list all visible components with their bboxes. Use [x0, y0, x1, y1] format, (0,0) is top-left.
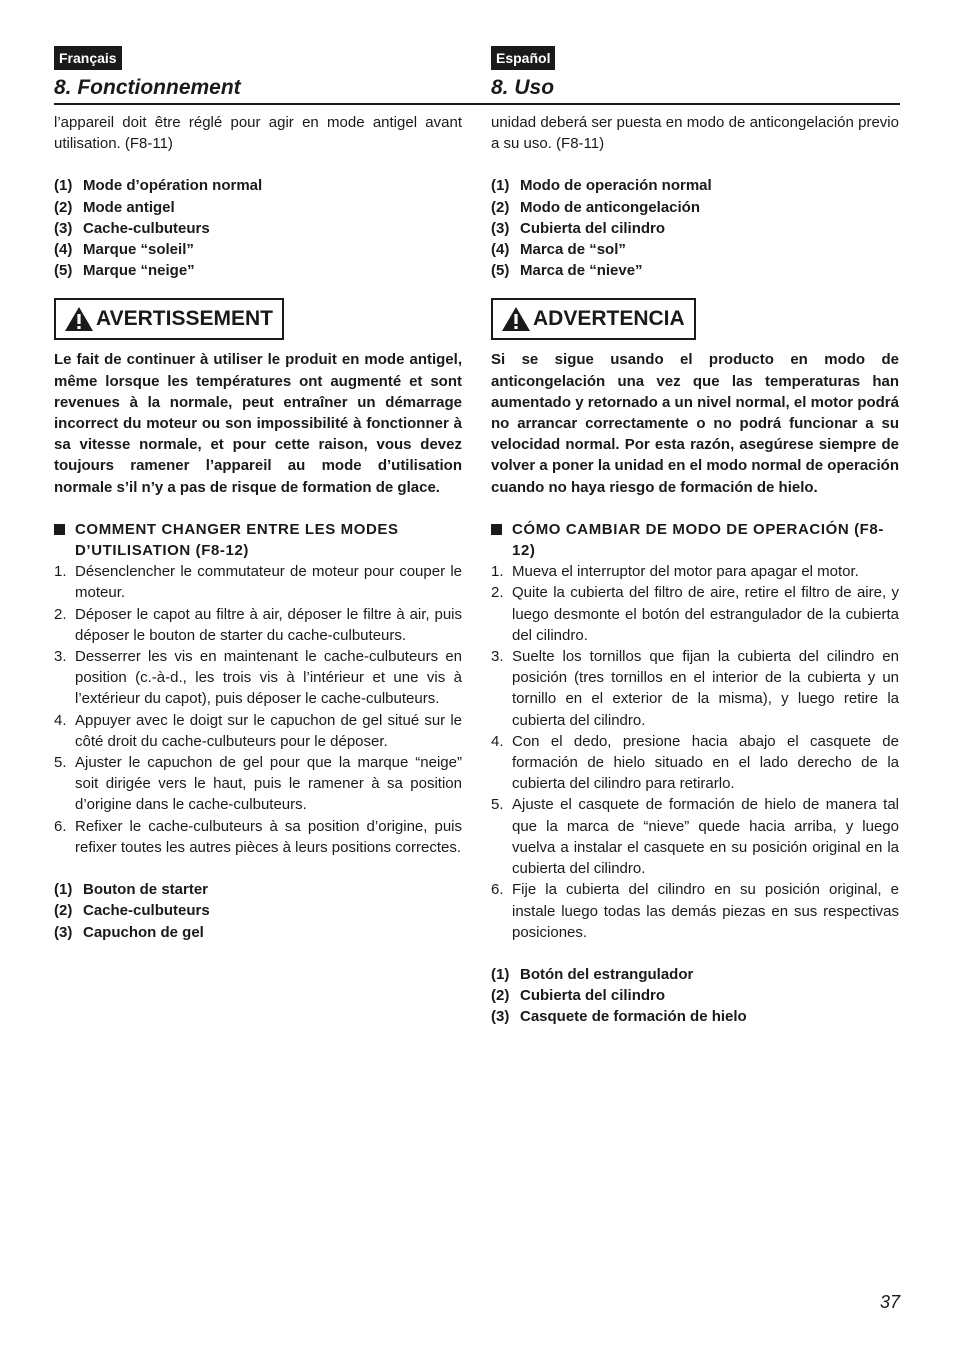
intro-text: unidad deberá ser puesta en modo de anticongelación previo a su uso. (F8-11) — [491, 114, 899, 153]
warning-title: AVERTISSEMENT — [96, 307, 273, 331]
step-item: 3. Desserrer les vis en maintenant le cache-culbuteurs en position (c.-à-d., les trois vis à l’intérieur et une vis à l’extérieur du capot), puis déposer le cache-culbuteurs. — [54, 648, 462, 708]
legend-item: (1) Mode d’opération normal — [54, 177, 263, 195]
french-column — [54, 46, 462, 943]
procedure-steps — [491, 561, 899, 943]
legend-item: (3) Cubierta del cilindro — [491, 219, 666, 237]
step-item: 4. Appuyer avec le doigt sur le capuchon de gel situé sur le côté droit du cache-culbuteurs pour le déposer. — [54, 711, 462, 750]
warning-box — [54, 298, 284, 340]
legend-item: (2) Cache-culbuteurs — [54, 902, 210, 920]
legend-item: (2) Modo de anticongelación — [491, 198, 701, 216]
warning-icon — [64, 306, 94, 332]
spanish-column — [491, 46, 899, 1028]
bullet-square-icon — [54, 519, 75, 561]
legend-item: (3) Capuchon de gel — [54, 923, 204, 941]
legend-item: (2) Cubierta del cilindro — [491, 987, 666, 1005]
legend-item: (1) Modo de operación normal — [491, 177, 712, 195]
legend-list — [54, 879, 462, 943]
procedure-heading: COMMENT CHANGER ENTRE LES MODES D’UTILISATION (F8-12) — [54, 519, 462, 561]
step-item: 1. Désenclencher le commutateur de moteur pour couper le moteur. — [54, 563, 462, 602]
legend-item: (1) Botón del estrangulador — [491, 965, 694, 983]
warning-box — [491, 298, 696, 340]
warning-text: Le fait de continuer à utiliser le produit en mode antigel, même lorsque les températures ont augmenté et sont revenues à la normale, peut entraîner un démarrage incorrect du moteur ou son impossibilité à fonctionner à sa vitesse normale, et pour cette raison, vous devez toujours ramener l’appareil au mode d’utilisation normale s’il n’y a pas de risque de formation de glace. — [54, 351, 462, 496]
section-title: 8. Uso — [491, 76, 555, 99]
warning-icon — [501, 306, 531, 332]
page-number: 37 — [879, 1292, 900, 1312]
language-tab: Français — [54, 46, 122, 70]
bullet-square-icon — [491, 519, 512, 561]
legend-item: (3) Cache-culbuteurs — [54, 219, 210, 237]
procedure-steps — [54, 561, 462, 858]
section-title: 8. Fonctionnement — [54, 76, 241, 99]
legend-list — [491, 175, 899, 281]
procedure-heading: CÓMO CAMBIAR DE MODO DE OPERACIÓN (F8-12) — [491, 519, 899, 561]
legend-item: (5) Marque “neige” — [54, 262, 195, 280]
legend-item: (5) Marca de “nieve” — [491, 262, 643, 280]
warning-title: ADVERTENCIA — [533, 307, 685, 331]
legend-item: (2) Mode antigel — [54, 198, 175, 216]
warning-text: Si se sigue usando el producto en modo de anticongelación una vez que las temperaturas han aumentado y retornado a un nivel normal, el motor podrá no arrancar correctamente o no podrá funcionar a su velocidad normal. Por esta razón, asegúrese siempre de volver a poner la unidad en el modo normal de operación cuando no haya riesgo de formación de hielo. — [491, 351, 899, 496]
legend-item: (4) Marca de “sol” — [491, 241, 626, 259]
legend-list — [54, 175, 462, 281]
intro-text: l’appareil doit être réglé pour agir en mode antigel avant utilisation. (F8-11) — [54, 114, 462, 153]
legend-item: (3) Casquete de formación de hielo — [491, 1008, 747, 1026]
legend-item: (1) Bouton de starter — [54, 881, 209, 899]
legend-item: (4) Marque “soleil” — [54, 241, 194, 259]
step-item: 6. Refixer le cache-culbuteurs à sa position d’origine, puis refixer toutes les autres pièces à leurs positions correctes. — [54, 817, 462, 856]
step-item: 3. Suelte los tornillos que fijan la cubierta del cilindro en posición (tres tornillos en el interior de la cubierta y un tornillo en el exterior de la misma), y luego retire la cubierta del cilindro. — [491, 648, 899, 729]
step-item: 6. Fije la cubierta del cilindro en su posición original, e instale luego todas las demás piezas en sus respectivas posiciones. — [491, 881, 899, 941]
step-item: 2. Déposer le capot au filtre à air, déposer le filtre à air, puis déposer le bouton de starter du cache-culbuteurs. — [54, 605, 462, 644]
step-item: 5. Ajuster le capuchon de gel pour que la marque “neige” soit dirigée vers le haut, puis le ramener à sa position d’origine dans le cache-culbuteurs. — [54, 754, 462, 814]
step-item: 2. Quite la cubierta del filtro de aire, retire el filtro de aire, y luego desmonte el botón del estrangulador de la cubierta del cilindro. — [491, 584, 899, 644]
step-item: 4. Con el dedo, presione hacia abajo el casquete de formación de hielo situado en el lado derecho de la cubierta del cilindro para retirarlo. — [491, 732, 899, 793]
language-tab: Español — [491, 46, 555, 70]
legend-list — [491, 964, 899, 1028]
step-item: 1. Mueva el interruptor del motor para apagar el motor. — [491, 563, 859, 581]
step-item: 5. Ajuste el casquete de formación de hielo de manera tal que la marca de “nieve” quede hacia arriba, y luego vuelva a instalar el casquete en su posición original en la cubierta del cilindro. — [491, 796, 899, 878]
